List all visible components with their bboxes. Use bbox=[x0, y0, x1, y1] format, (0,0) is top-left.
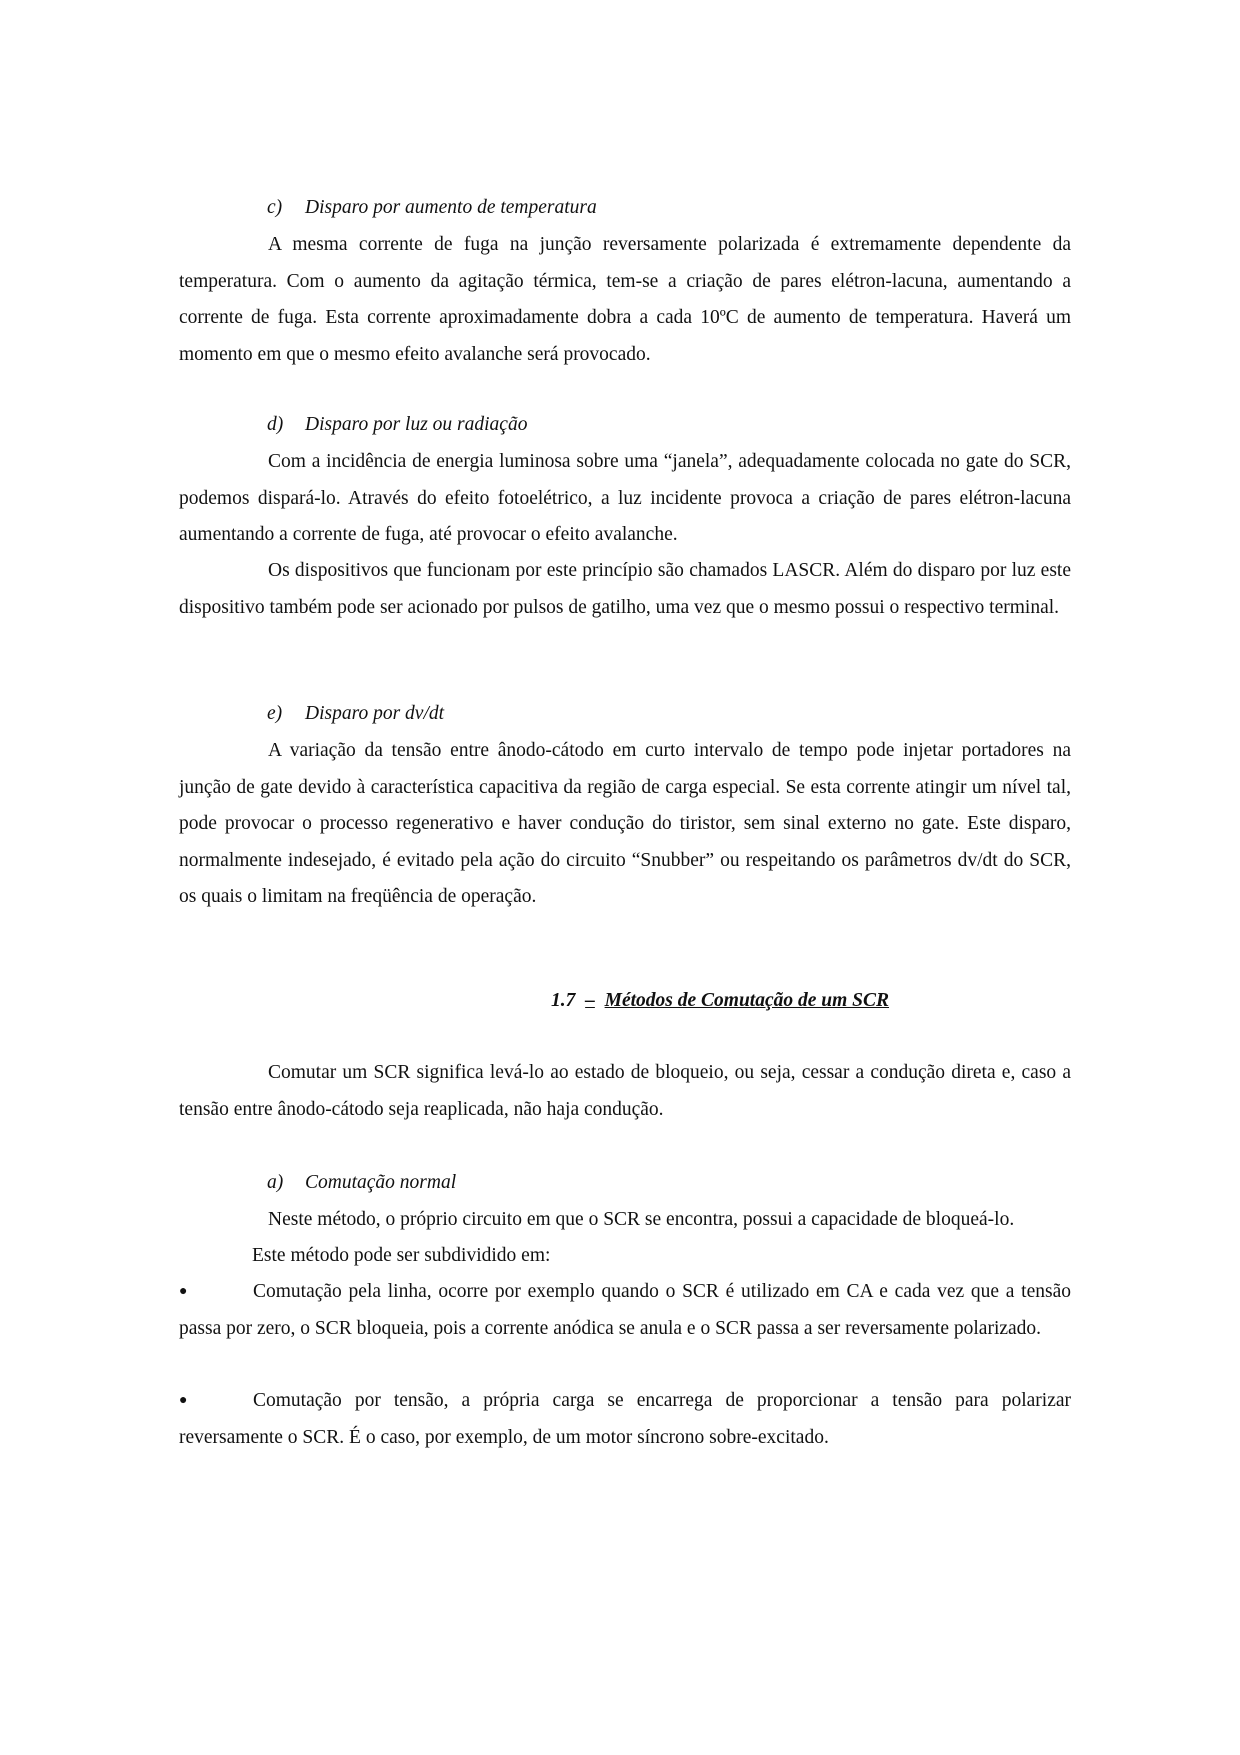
bullet-dot: ● bbox=[179, 1393, 188, 1408]
paragraph-d-2: Os dispositivos que funcionam por este princípio são chamados LASCR. Além do disparo por luz este dispositivo também pode ser acionado por pulsos de gatilho, uma vez que o mesmo possui o respectivo terminal. bbox=[179, 560, 1071, 618]
section-title-text: Métodos de Comutação de um SCR bbox=[604, 990, 890, 1011]
section-title-1-7 bbox=[551, 990, 889, 1012]
heading-title: Disparo por luz ou radiação bbox=[305, 414, 528, 435]
paragraph-c: A mesma corrente de fuga na junção reversamente polarizada é extremamente dependente da temperatura. Com o aumento da agitação térmica, tem-se a criação de pares elétron-lacuna, aumentando a corrente de fuga. Esta corrente aproximadamente dobra a cada 10ºC de aumento de temperatura. Haverá um momento em que o mesmo efeito avalanche será provocado. bbox=[179, 234, 1071, 365]
paragraph-d-1: Com a incidência de energia luminosa sobre uma “janela”, adequadamente colocada no gate do SCR, podemos dispará-lo. Através do efeito fotoelétrico, a luz incidente provoca a criação de pares elétron-lacuna aumentando a corrente de fuga, até provocar o efeito avalanche. bbox=[179, 451, 1071, 545]
paragraph-a-2: Este método pode ser subdividido em: bbox=[252, 1245, 551, 1266]
heading-letter: c) bbox=[267, 197, 283, 218]
paragraph-intro-1-7: Comutar um SCR significa levá-lo ao estado de bloqueio, ou seja, cessar a condução direta e, caso a tensão entre ânodo-cátodo seja reaplicada, não haja condução. bbox=[179, 1062, 1071, 1120]
heading-e bbox=[267, 703, 444, 725]
paragraph-a-1: Neste método, o próprio circuito em que o SCR se encontra, possui a capacidade de bloqueá-lo. bbox=[268, 1209, 1015, 1230]
heading-letter: d) bbox=[267, 414, 284, 435]
heading-letter: a) bbox=[267, 1172, 284, 1193]
heading-title: Disparo por aumento de temperatura bbox=[305, 197, 597, 218]
paragraph-e: A variação da tensão entre ânodo-cátodo em curto intervalo de tempo pode injetar portadores na junção de gate devido à característica capacitiva da região de carga especial. Se esta corrente atingir um nível tal, pode provocar o processo regenerativo e haver condução do tiristor, sem sinal externo no gate. Este disparo, normalmente indesejado, é evitado pela ação do circuito “Snubber” ou respeitando os parâmetros dv/dt do SCR, os quais o limitam na freqüência de operação. bbox=[179, 740, 1071, 907]
heading-letter: e) bbox=[267, 703, 283, 724]
heading-a bbox=[267, 1172, 456, 1194]
bullet-item-1: Comutação pela linha, ocorre por exemplo quando o SCR é utilizado em CA e cada vez que a tensão passa por zero, o SCR bloqueia, pois a corrente anódica se anula e o SCR passa a ser reversamente polarizado. bbox=[179, 1281, 1071, 1339]
heading-c bbox=[267, 197, 597, 219]
heading-title: Comutação normal bbox=[305, 1172, 457, 1193]
bullet-dot: ● bbox=[179, 1284, 188, 1299]
section-dash: – bbox=[585, 990, 595, 1011]
bullet-item-2: Comutação por tensão, a própria carga se encarrega de proporcionar a tensão para polarizar reversamente o SCR. É o caso, por exemplo, de um motor síncrono sobre-excitado. bbox=[179, 1390, 1071, 1448]
heading-d bbox=[267, 414, 527, 436]
section-number: 1.7 bbox=[551, 990, 576, 1011]
heading-title: Disparo por dv/dt bbox=[305, 703, 445, 724]
